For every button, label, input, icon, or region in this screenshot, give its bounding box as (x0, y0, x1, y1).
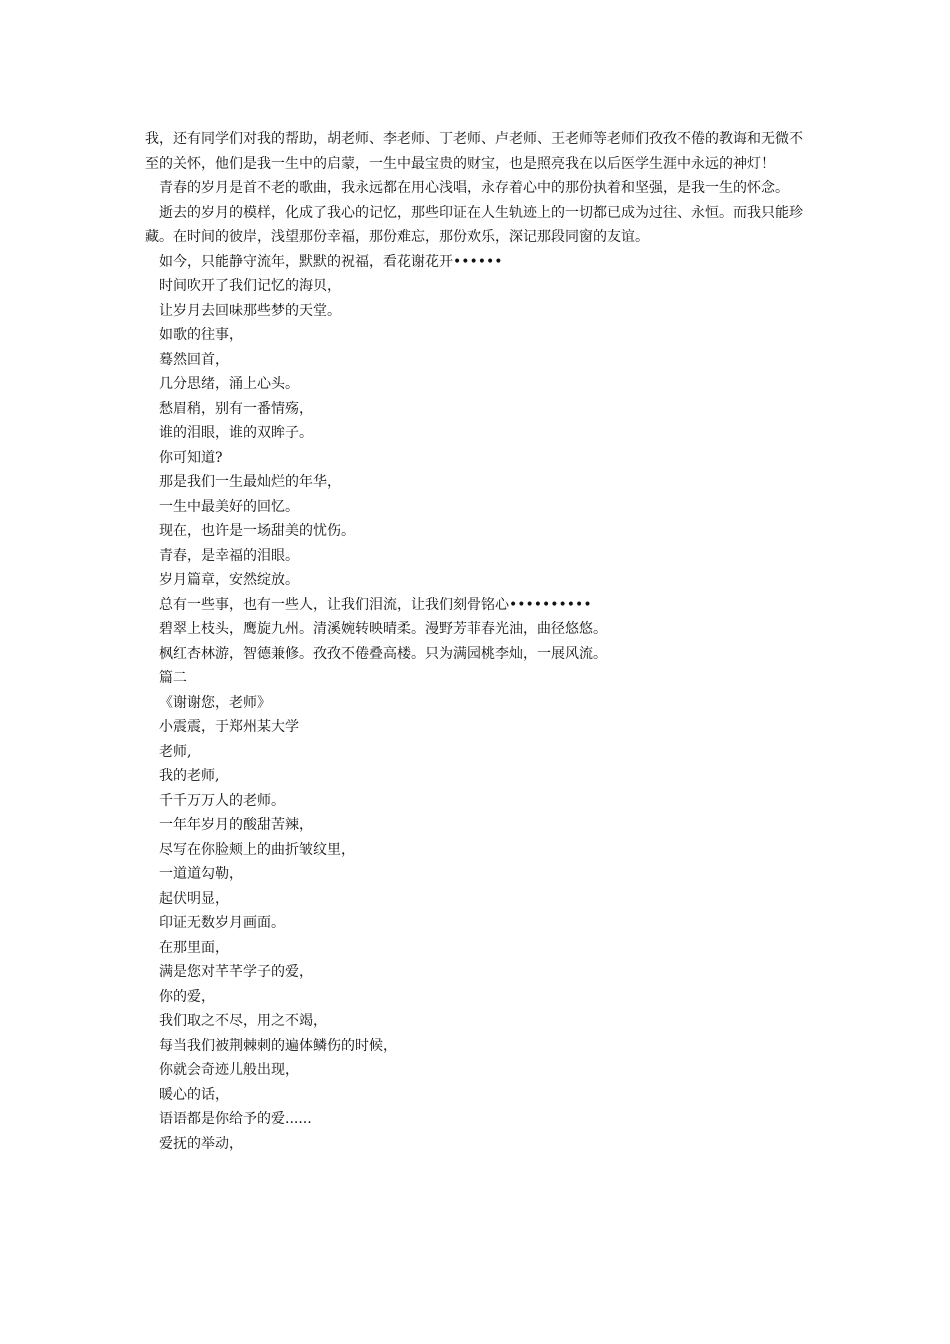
text-line: 那是我们一生最灿烂的年华， (159, 474, 341, 490)
text-line: 岁月篇章，安然绽放。 (159, 572, 299, 588)
text-line: 印证无数岁月画面。 (159, 915, 285, 931)
text-line: 碧翠上枝头，鹰旋九州。清溪婉转映晴柔。漫野芳菲春光油，曲径悠悠。 (159, 621, 607, 637)
text-line: 你的爱， (159, 988, 215, 1005)
text-line: 千千万万人的老师。 (159, 792, 285, 809)
section-heading: 篇二 (159, 670, 187, 686)
text-line: 尽写在你脸颊上的曲折皱纹里， (159, 841, 355, 858)
text-line: 在那里面， (159, 939, 229, 956)
paragraph-2: 青春的岁月是首不老的歌曲，我永远都在用心浅唱，永存着心中的那份执着和坚强，是我一生的怀念。 (159, 180, 789, 196)
document-page (145, 127, 810, 1156)
text-line: 语语都是你给予的爱...... (159, 1111, 312, 1127)
paragraph-3: 逝去的岁月的模样，化成了我心的记忆，那些印证在人生轨迹上的一切都已成为过往、永恒。而我只能珍藏。在时间的彼岸，浅望那份幸福，那份难忘，那份欢乐，深记那段同窗的友谊。 (145, 204, 803, 245)
text-line: 愁眉稍，别有一番情殇， (159, 400, 313, 417)
text-line: 枫红杏林游，智德兼修。孜孜不倦叠高楼。只为满园桃李灿，一展风流。 (159, 645, 607, 662)
text-line: 一年年岁月的酸甜苦辣， (159, 817, 313, 833)
text-line: 现在，也许是一场甜美的忧伤。 (159, 523, 355, 539)
text-line: 暖心的话， (159, 1086, 229, 1103)
text-line: 起伏明显， (159, 890, 229, 907)
text-line: 老师, (159, 743, 192, 760)
text-line: 每当我们被荆棘刺的遍体鳞伤的时候， (159, 1037, 397, 1054)
text-line: 满是您对芊芊学子的爱， (159, 964, 313, 980)
text-line: 一生中最美好的回忆。 (159, 498, 299, 515)
text-line: 我们取之不尽，用之不竭， (159, 1013, 327, 1029)
text-line: 你可知道? (159, 449, 223, 466)
text-line: 如歌的往事， (159, 327, 243, 343)
poem-author: 小震震，于郑州某大学 (159, 719, 299, 735)
paragraph-1: 我，还有同学们对我的帮助，胡老师、李老师、丁老师、卢老师、王老师等老师们孜孜不倦的教诲和无微不至的关怀，他们是我一生中的启蒙，一生中最宝贵的财宝，也是照亮我在以后医学生涯中永远的神灯！ (145, 131, 803, 172)
text-line: 爱抚的举动， (159, 1135, 243, 1152)
text-line: 如今，只能静守流年，默默的祝福，看花谢花开•••••• (159, 253, 503, 270)
text-line: 谁的泪眼，谁的双眸子。 (159, 425, 313, 441)
poem-title: 《谢谢您，老师》 (159, 694, 271, 711)
text-line: 一道道勾勒， (159, 866, 243, 882)
text-line: 蓦然回首， (159, 351, 229, 368)
text-line: 我的老师, (159, 768, 220, 784)
text-line: 几分思绪，涌上心头。 (159, 376, 299, 392)
text-line: 让岁月去回味那些梦的天堂。 (159, 302, 341, 319)
text-line: 你就会奇迹儿般出现， (159, 1062, 299, 1078)
text-line: 青春，是幸福的泪眼。 (159, 547, 299, 564)
text-line: 总有一些事，也有一些人，让我们泪流，让我们刻骨铭心•••••••••• (159, 596, 592, 613)
text-line: 时间吹开了我们记忆的海贝， (159, 278, 341, 294)
